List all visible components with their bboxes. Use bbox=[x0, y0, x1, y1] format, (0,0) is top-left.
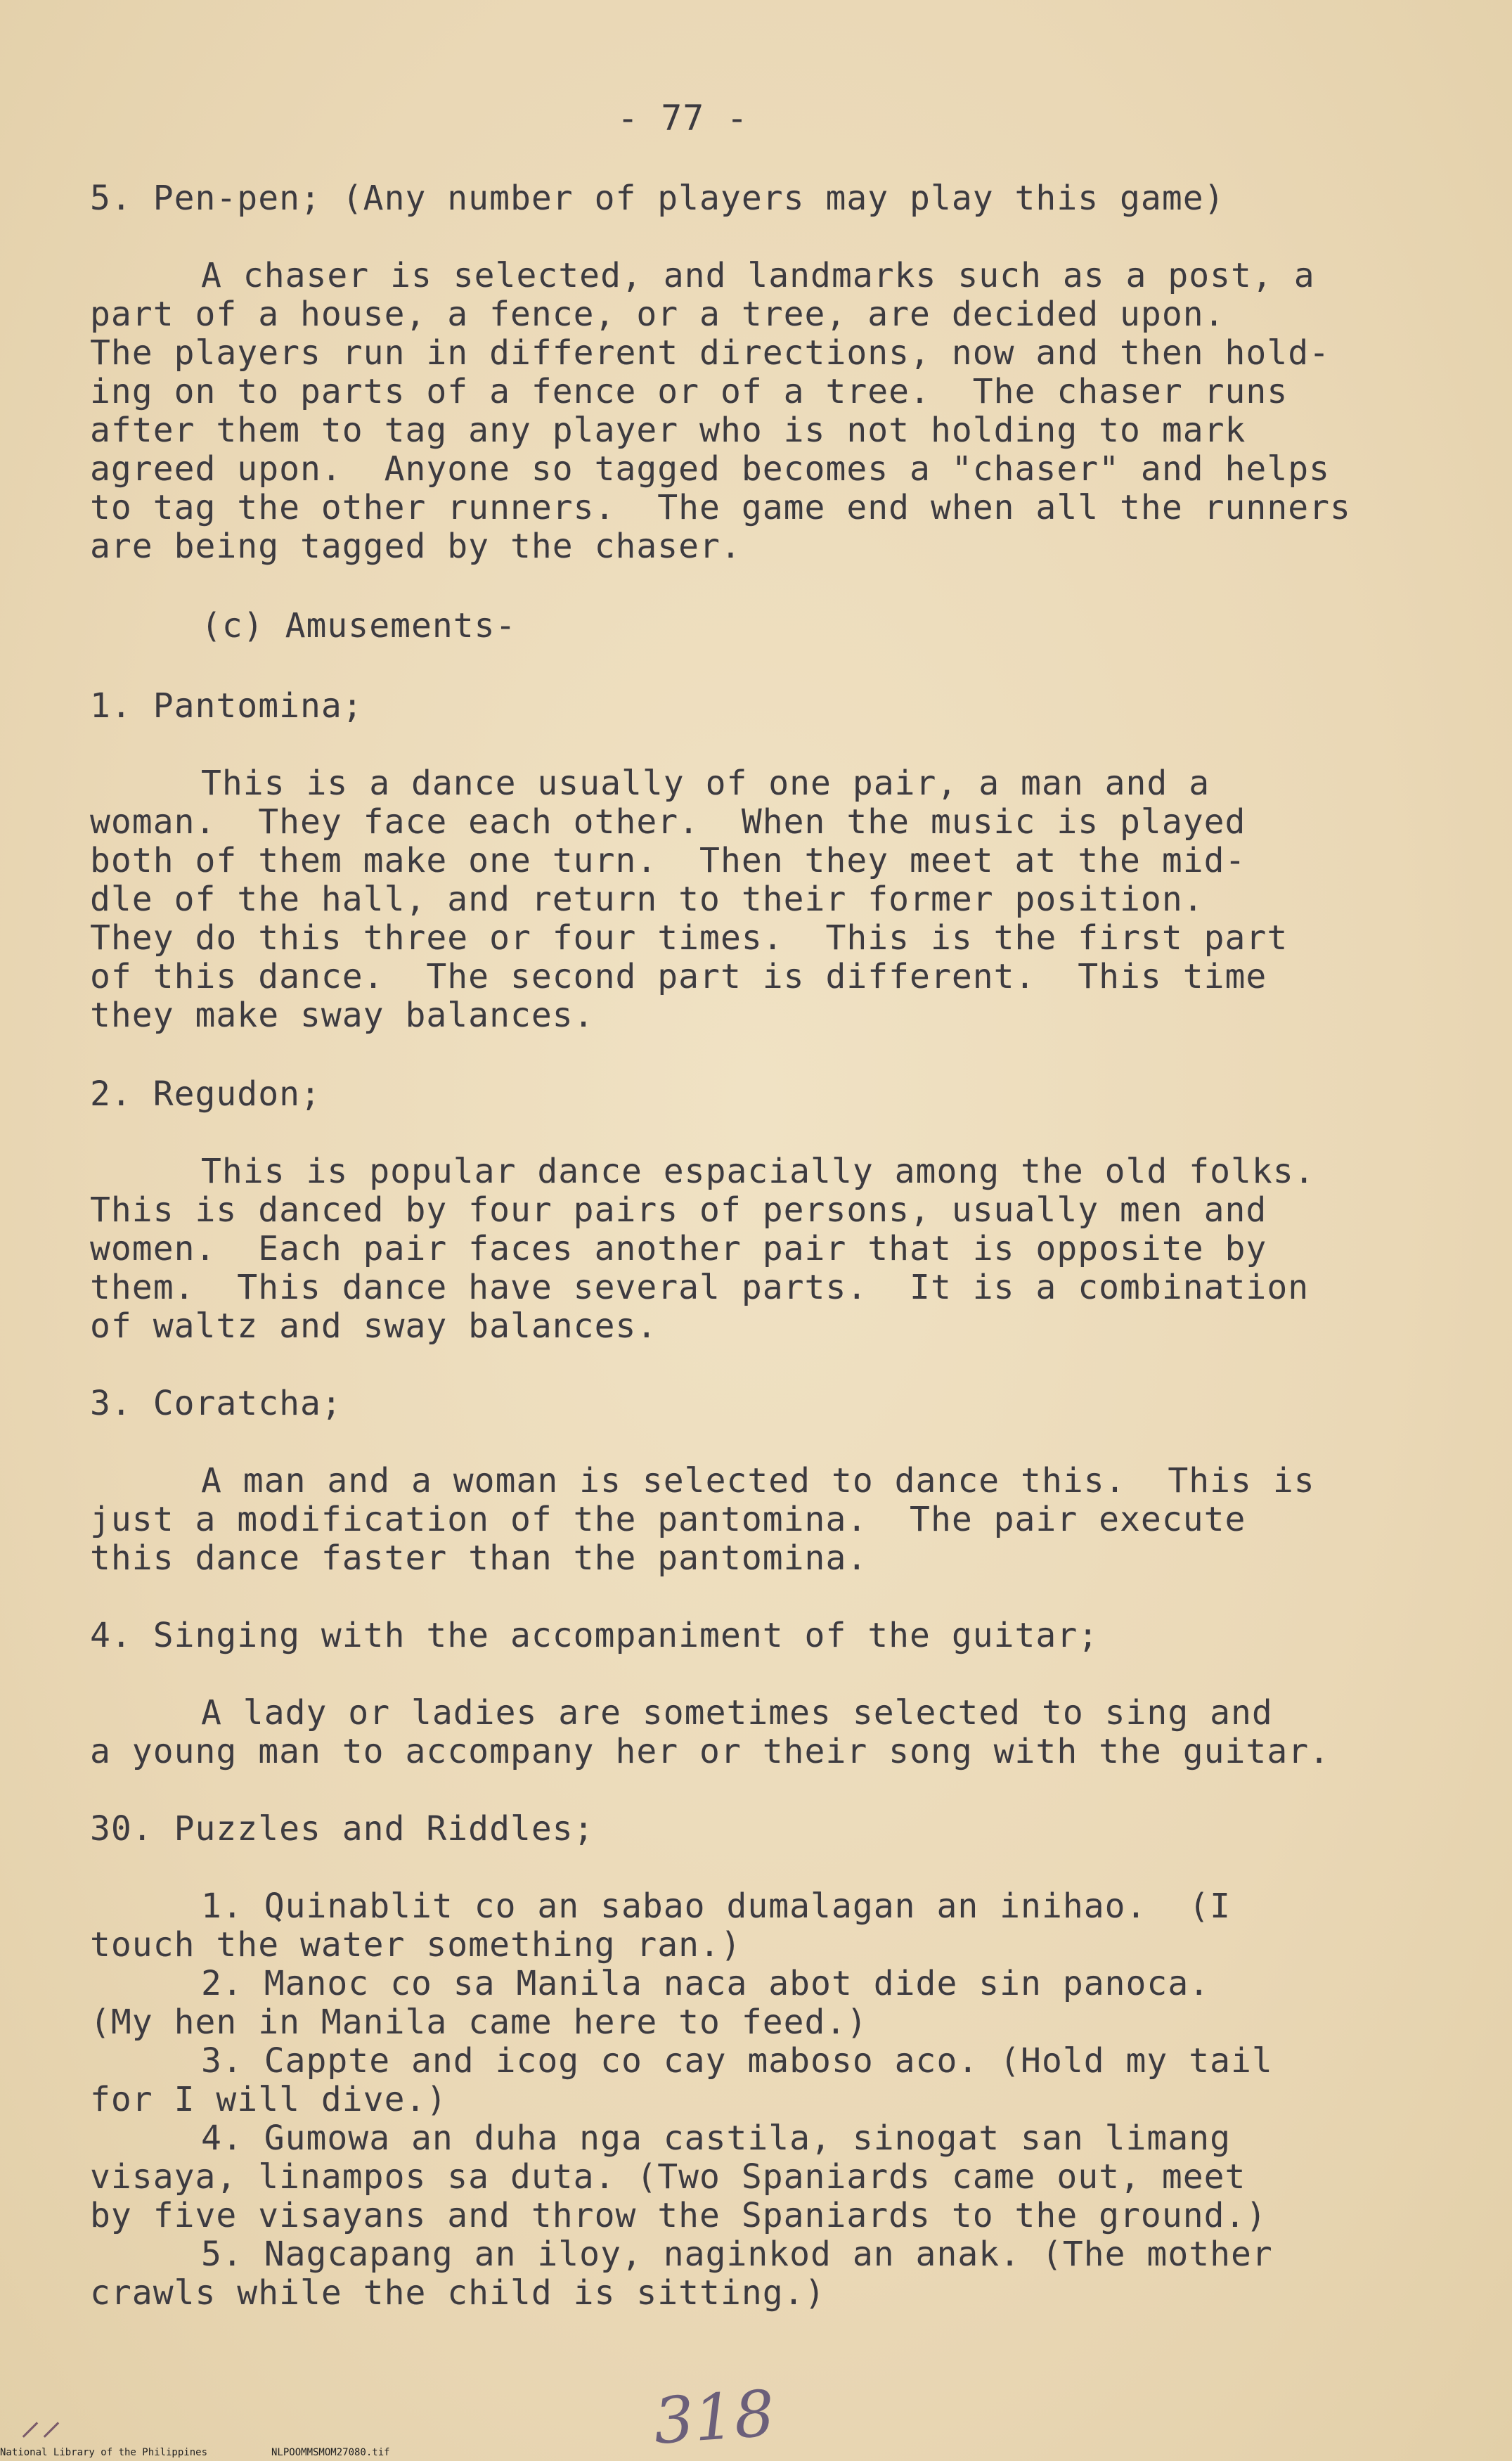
item-heading-regudon: 2. Regudon; bbox=[90, 1074, 321, 1114]
text-line: dle of the hall, and return to their former position. bbox=[90, 880, 1204, 919]
text-line: A man and a woman is selected to dance this. This is bbox=[201, 1461, 1315, 1501]
text-line: of waltz and sway balances. bbox=[90, 1306, 658, 1346]
text-line: a young man to accompany her or their song with the guitar. bbox=[90, 1732, 1331, 1771]
text-line: after them to tag any player who is not holding to mark bbox=[90, 411, 1246, 450]
item-heading-singing: 4. Singing with the accompaniment of the guitar; bbox=[90, 1616, 1099, 1655]
text-line: for I will dive.) bbox=[90, 2080, 448, 2119]
text-line: ing on to parts of a fence or of a tree. The chaser runs bbox=[90, 372, 1288, 411]
text-line: (My hen in Manila came here to feed.) bbox=[90, 2003, 868, 2042]
text-line: by five visayans and throw the Spaniards to the ground.) bbox=[90, 2196, 1267, 2235]
text-line: women. Each pair faces another pair that is opposite by bbox=[90, 1229, 1267, 1268]
text-line: crawls while the child is sitting.) bbox=[90, 2273, 826, 2313]
pen-mark: ⸝⸝ bbox=[20, 2396, 62, 2445]
text-line: of this dance. The second part is different. This time bbox=[90, 957, 1267, 996]
text-line: This is a dance usually of one pair, a man and a bbox=[201, 764, 1210, 803]
section-heading-puzzles-riddles: 30. Puzzles and Riddles; bbox=[90, 1809, 595, 1849]
text-line: both of them make one turn. Then they meet at the mid- bbox=[90, 841, 1246, 880]
text-line: A chaser is selected, and landmarks such as a post, a bbox=[201, 256, 1315, 295]
text-line: them. This dance have several parts. It is a combination bbox=[90, 1268, 1310, 1307]
item-heading-pantomina: 1. Pantomina; bbox=[90, 686, 363, 726]
section-heading-pen-pen: 5. Pen-pen; (Any number of players may play this game) bbox=[90, 179, 1225, 218]
section-heading-amusements: (c) Amusements- bbox=[201, 606, 517, 645]
text-line: 5. Nagcapang an iloy, naginkod an anak. (The mother bbox=[201, 2235, 1273, 2274]
text-line: The players run in different directions, now and then hold- bbox=[90, 333, 1331, 373]
text-line: agreed upon. Anyone so tagged becomes a "chaser" and helps bbox=[90, 449, 1331, 489]
library-credit: National Library of the Philippines bbox=[0, 2447, 208, 2458]
text-line: They do this three or four times. This is the first part bbox=[90, 918, 1288, 958]
text-line: This is popular dance espacially among the old folks. bbox=[201, 1152, 1315, 1191]
text-line: 1. Quinablit co an sabao dumalagan an inihao. (I bbox=[201, 1887, 1232, 1926]
text-line: are being tagged by the chaser. bbox=[90, 527, 742, 566]
text-line: 2. Manoc co sa Manila naca abot dide sin panoca. bbox=[201, 1964, 1210, 2003]
text-line: touch the water something ran.) bbox=[90, 1925, 742, 1965]
handwritten-page-number: 318 bbox=[651, 2377, 777, 2459]
text-line: part of a house, a fence, or a tree, are decided upon. bbox=[90, 295, 1225, 334]
text-line: just a modification of the pantomina. The pair execute bbox=[90, 1500, 1246, 1539]
text-line: A lady or ladies are sometimes selected to sing and bbox=[201, 1693, 1273, 1733]
text-line: 3. Cappte and icog co cay maboso aco. (Hold my tail bbox=[201, 2041, 1273, 2081]
text-line: they make sway balances. bbox=[90, 996, 595, 1035]
text-line: 4. Gumowa an duha nga castila, sinogat san limang bbox=[201, 2119, 1232, 2158]
text-line: visaya, linampos sa duta. (Two Spaniards came out, meet bbox=[90, 2157, 1246, 2197]
item-heading-coratcha: 3. Coratcha; bbox=[90, 1384, 342, 1423]
text-line: This is danced by four pairs of persons, usually men and bbox=[90, 1190, 1267, 1230]
text-line: to tag the other runners. The game end when all the runners bbox=[90, 488, 1351, 527]
text-line: woman. They face each other. When the music is played bbox=[90, 802, 1246, 842]
page-number: - 77 - bbox=[617, 98, 749, 139]
text-line: this dance faster than the pantomina. bbox=[90, 1538, 868, 1578]
file-name: NLPOOMMSMOM27080.tif bbox=[271, 2447, 390, 2458]
